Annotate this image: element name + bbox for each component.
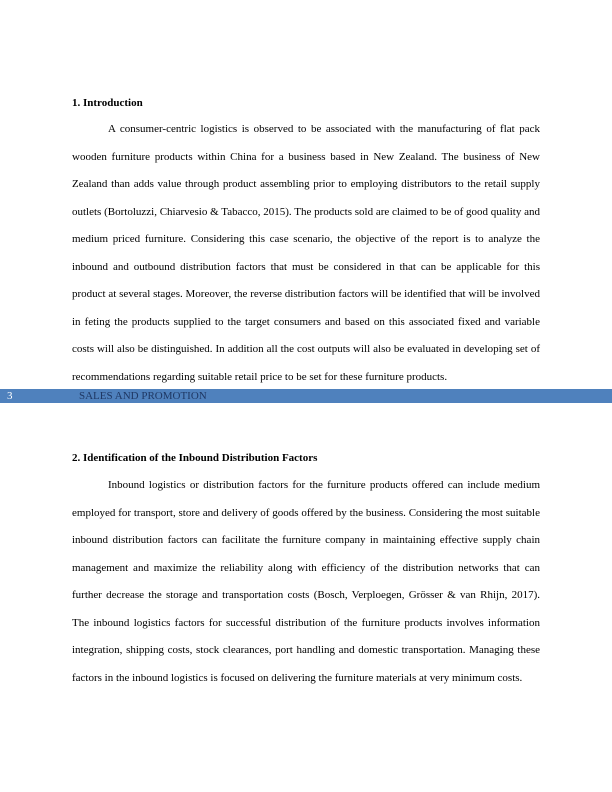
section-2-heading: 2. Identification of the Inbound Distribution Factors [72, 452, 318, 464]
running-title: SALES AND PROMOTION [79, 390, 207, 402]
page-header-band [0, 389, 612, 403]
section-1-heading: 1. Introduction [72, 97, 143, 109]
section-2-paragraph: Inbound logistics or distribution factors for the furniture products offered can include medium employed for transport, store and delivery of goods offered by the business. Considering the most suitable inbound distribution factors can facilitate the furniture company in maintaining effective supply chain management and maximize the reliability along with efficiency of the distribution networks that can further decrease the storage and transportation costs (Bosch, Verploegen, Grösser & van Rhijn, 2017). The inbound logistics factors for successful distribution of the furniture products involves information integration, shipping costs, stock clearances, port handling and domestic transportation. Managing these factors in the inbound logistics is focused on delivering the furniture materials at very minimum costs. [72, 479, 540, 684]
page-number: 3 [7, 390, 13, 402]
section-1-paragraph: A consumer-centric logistics is observed to be associated with the manufacturing of flat pack wooden furniture products within China for a business based in New Zealand. The business of New Zealand than adds value through product assembling prior to employing distributors to the retail supply outlets (Bortoluzzi, Chiarvesio & Tabacco, 2015). The products sold are claimed to be of good quality and medium priced furniture. Considering this case scenario, the objective of the report is to analyze the inbound and outbound distribution factors that must be considered in that can be applicable for this product at several stages. Moreover, the reverse distribution factors will be identified that will be involved in feting the products supplied to the target consumers and based on this associated fixed and variable costs will also be distinguished. In addition all the cost outputs will also be evaluated in developing set of recommendations regarding suitable retail price to be set for these furniture products. [72, 123, 540, 383]
